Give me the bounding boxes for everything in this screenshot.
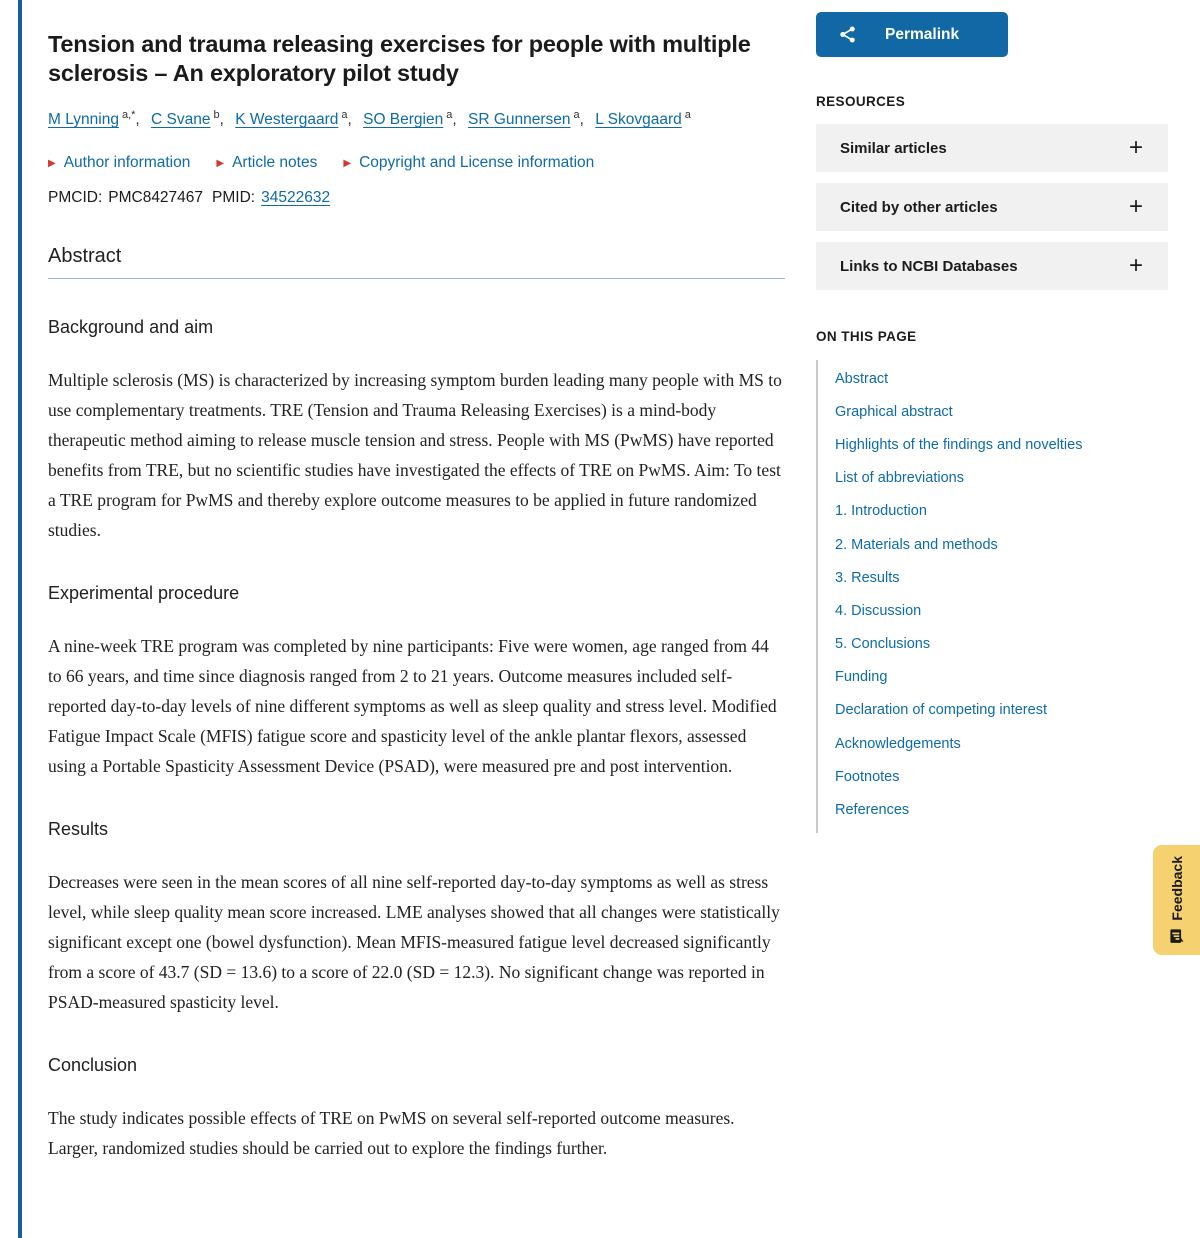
plus-icon: + xyxy=(1128,193,1143,220)
author xyxy=(595,111,691,128)
author-separator: , xyxy=(452,111,457,129)
toc-item xyxy=(835,462,1168,495)
on-this-page-heading: ON THIS PAGE xyxy=(816,329,917,344)
accordion-links-to-ncbi-databases[interactable] xyxy=(816,242,1168,290)
section-heading-results: Results xyxy=(48,819,109,840)
permalink-button[interactable] xyxy=(816,12,1008,57)
author-link[interactable]: M Lynning xyxy=(48,111,119,129)
toc-link-funding[interactable]: Funding xyxy=(835,669,888,686)
toc-link-abstract[interactable]: Abstract xyxy=(835,370,889,387)
author-affiliation: a xyxy=(573,109,580,121)
author xyxy=(235,111,352,128)
pmid-link[interactable]: 34522632 xyxy=(261,189,331,207)
right-sidebar xyxy=(816,0,1168,833)
info-link-label: Copyright and License information xyxy=(359,154,595,172)
section-heading-background-and-aim: Background and aim xyxy=(48,317,214,338)
toc-item xyxy=(835,561,1168,594)
resources-heading: RESOURCES xyxy=(816,94,906,109)
author-link[interactable]: L Skovgaard xyxy=(595,111,682,129)
author-affiliation: b xyxy=(213,109,220,121)
toc-item xyxy=(835,694,1168,727)
toc-link-materials-and-methods[interactable]: 2. Materials and methods xyxy=(835,536,998,553)
toc-item xyxy=(835,594,1168,627)
toc-link-list-of-abbreviations[interactable]: List of abbreviations xyxy=(835,470,964,487)
article-info-links xyxy=(48,154,785,172)
section-heading-experimental-procedure: Experimental procedure xyxy=(48,583,240,604)
toc-item xyxy=(835,628,1168,661)
accordion-label: Cited by other articles xyxy=(840,198,998,216)
section-paragraph: The study indicates possible effects of TRE on PwMS on several self-reported outcome measures. Larger, randomized studies should be carried out to explore the findings further. xyxy=(48,1108,735,1159)
toc-link-references[interactable]: References xyxy=(835,802,910,819)
article-title: Tension and trauma releasing exercises for people with multiple sclerosis – An exploratory pilot study xyxy=(48,31,751,86)
toc-link-conclusions[interactable]: 5. Conclusions xyxy=(835,636,931,653)
author-separator: , xyxy=(135,111,140,129)
expander-triangle-icon: ▶ xyxy=(216,158,225,170)
toc-item xyxy=(835,528,1168,561)
toc-link-graphical-abstract[interactable]: Graphical abstract xyxy=(835,403,953,420)
toc-item xyxy=(835,727,1168,760)
section-paragraph: A nine-week TRE program was completed by nine participants: Five were women, age ranged from 44 to 66 years, and time since diagnosis ranged from 2 to 21 years. Outcome measures included self-reported day-to-day levels of nine different symptoms as well as sleep quality and stress level. Modified Fatigue Impact Scale (MFIS) fatigue score and spasticity level of the ankle plantar flexors, assessed using a Portable Spasticity Assessment Device (PSAD), were measured pre and post intervention. xyxy=(48,636,777,777)
toc-link-declaration-of-competing-interest[interactable]: Declaration of competing interest xyxy=(835,702,1047,719)
article-notes-link[interactable] xyxy=(216,154,317,172)
toc-item xyxy=(835,362,1168,395)
copyright-license-link[interactable] xyxy=(343,154,594,172)
author xyxy=(151,111,224,128)
feedback-button[interactable] xyxy=(1153,845,1200,955)
feedback-label: Feedback xyxy=(1168,856,1185,921)
resources-accordions xyxy=(816,124,1168,290)
author-affiliation: a,* xyxy=(121,109,136,121)
toc-link-discussion[interactable]: 4. Discussion xyxy=(835,602,922,619)
pmid-label: PMID: xyxy=(212,189,256,207)
accordion-similar-articles[interactable] xyxy=(816,124,1168,172)
author-link[interactable]: K Westergaard xyxy=(235,111,339,129)
author-separator: , xyxy=(219,111,224,129)
left-accent-bar xyxy=(18,0,22,1238)
on-this-page-toc xyxy=(816,360,1168,833)
toc-item xyxy=(835,428,1168,461)
toc-item xyxy=(835,760,1168,793)
author-separator: , xyxy=(347,111,352,129)
accordion-label: Links to NCBI Databases xyxy=(840,257,1018,275)
expander-triangle-icon: ▶ xyxy=(343,158,352,170)
toc-link-footnotes[interactable]: Footnotes xyxy=(835,768,900,785)
author xyxy=(468,111,584,128)
pmcid-value: PMC8427467 xyxy=(108,189,204,207)
author xyxy=(363,111,457,128)
toc-item xyxy=(835,395,1168,428)
info-link-label: Article notes xyxy=(232,154,318,172)
section-heading-conclusion: Conclusion xyxy=(48,1055,138,1076)
section-paragraph: Decreases were seen in the mean scores of all nine self-reported day-to-day symptoms as well as stress level, while sleep quality mean score increased. LME analyses showed that all changes were statistically significant except one (bowel dysfunction). Mean MFIS-measured fatigue level decreased significantly from a score of 43.7 (SD = 13.6) to a score of 22.0 (SD = 12.3). No significant change was reported in PSAD-measured spasticity level. xyxy=(48,872,780,1013)
section-paragraph: Multiple sclerosis (MS) is characterized by increasing symptom burden leading many people with MS to use complementary treatments. TRE (Tension and Trauma Releasing Exercises) is a mind-body therapeutic method aiming to release muscle tension and stress. People with MS (PwMS) have reported benefits from TRE, but no scientific studies have investigated the effects of TRE on PwMS. Aim: To test a TRE program for PwMS and thereby explore outcome measures to be applied in future randomized studies. xyxy=(48,370,782,541)
accordion-label: Similar articles xyxy=(840,139,947,157)
author-information-link[interactable] xyxy=(48,154,190,172)
author-link[interactable]: SO Bergien xyxy=(363,111,444,129)
toc-link-results[interactable]: 3. Results xyxy=(835,569,900,586)
info-link-label: Author information xyxy=(63,154,191,172)
article-identifiers xyxy=(48,189,785,207)
author xyxy=(48,111,140,128)
share-icon xyxy=(838,25,857,44)
author-separator: , xyxy=(579,111,584,129)
author-list xyxy=(48,109,785,129)
toc-item xyxy=(835,793,1168,826)
accordion-cited-by-other-articles[interactable] xyxy=(816,183,1168,231)
feedback-inner xyxy=(1169,856,1185,944)
feedback-chart-icon xyxy=(1169,929,1184,944)
toc-link-introduction[interactable]: 1. Introduction xyxy=(835,503,927,520)
abstract-heading: Abstract xyxy=(48,245,785,279)
author-link[interactable]: SR Gunnersen xyxy=(468,111,571,129)
author-affiliation: a xyxy=(684,109,691,121)
plus-icon: + xyxy=(1128,252,1143,279)
pmcid xyxy=(48,189,203,207)
toc-item xyxy=(835,661,1168,694)
article-main xyxy=(48,0,785,1163)
toc-link-acknowledgements[interactable]: Acknowledgements xyxy=(835,735,961,752)
permalink-label: Permalink xyxy=(885,25,960,43)
pmcid-label: PMCID: xyxy=(48,189,103,207)
toc-link-highlights[interactable]: Highlights of the findings and novelties xyxy=(835,436,1083,453)
author-affiliation: a xyxy=(341,109,348,121)
plus-icon: + xyxy=(1128,134,1143,161)
toc-item xyxy=(835,495,1168,528)
expander-triangle-icon: ▶ xyxy=(48,158,56,170)
author-link[interactable]: C Svane xyxy=(151,111,211,129)
pmid xyxy=(212,189,330,207)
author-affiliation: a xyxy=(446,109,453,121)
